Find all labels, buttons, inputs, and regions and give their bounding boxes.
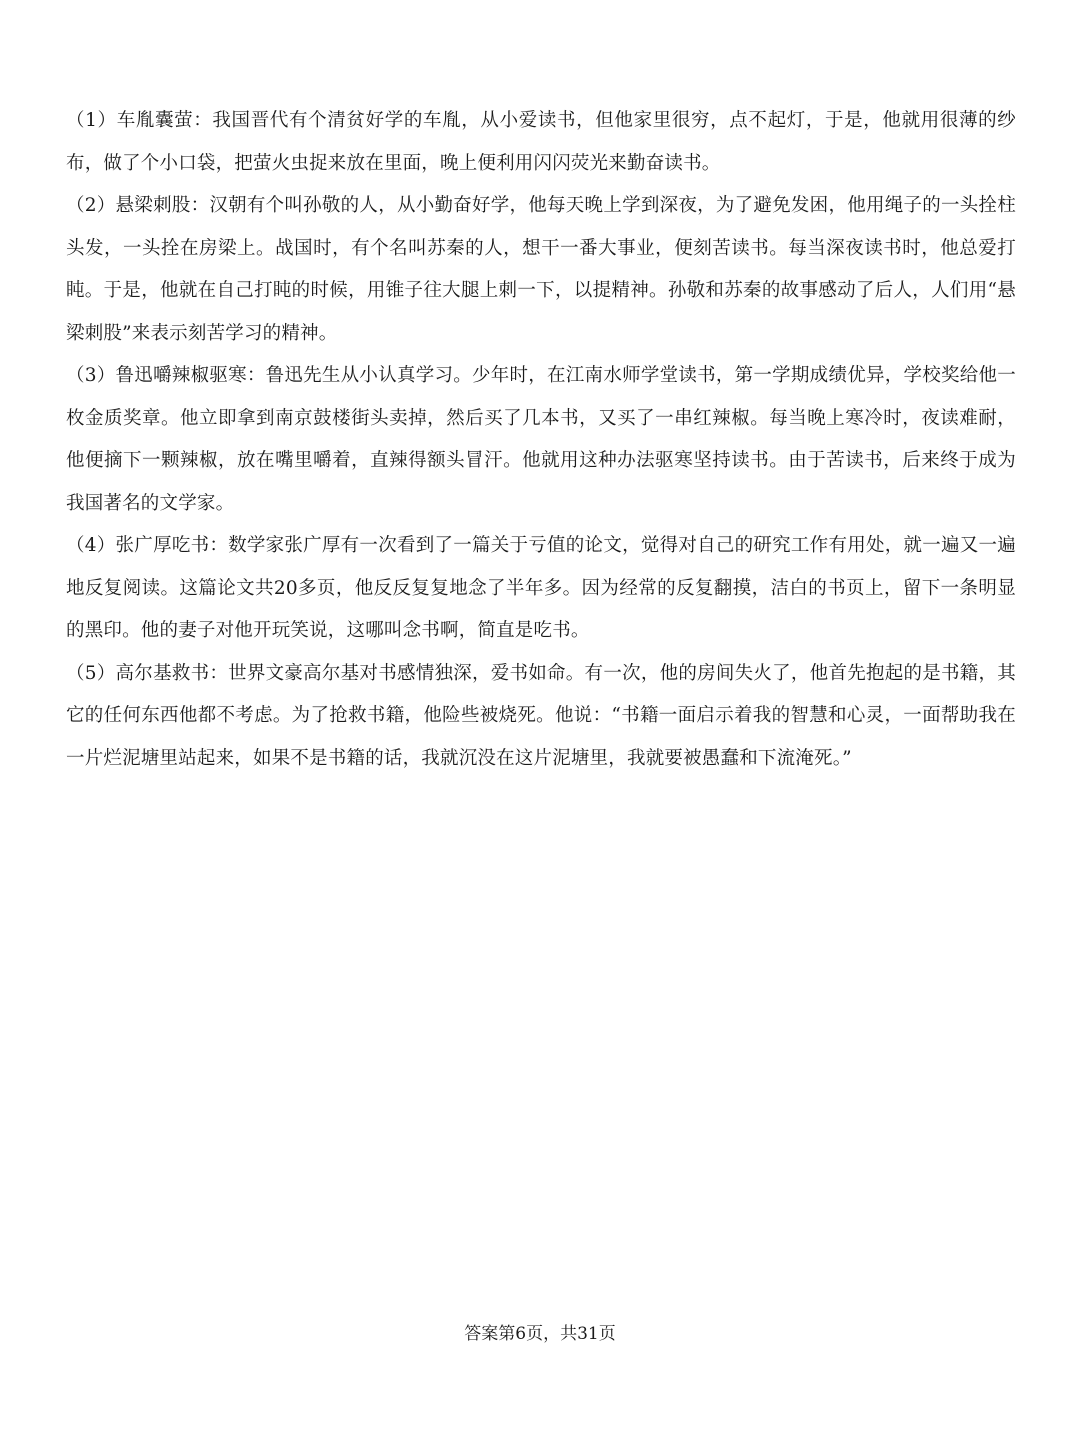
page-footer: 答案第6页，共31页: [464, 1324, 616, 1344]
answer-text-block: [66, 100, 1016, 780]
paragraph-1: （1）车胤囊萤：我国晋代有个清贫好学的车胤，从小爱读书，但他家里很穷，点不起灯，于是，他就用很薄的纱布，做了个小口袋，把萤火虫捉来放在里面，晚上便利用闪闪荧光来勤奋读书。: [66, 110, 1016, 174]
paragraph-2: （2）悬梁刺股：汉朝有个叫孙敬的人，从小勤奋好学，他每天晚上学到深夜，为了避免发困，他用绳子的一头拴柱头发，一头拴在房梁上。战国时，有个名叫苏秦的人，想干一番大事业，便刻苦读书。每当深夜读书时，他总爱打盹。于是，他就在自己打盹的时候，用锥子往大腿上刺一下，以提精神。孙敬和苏秦的故事感动了后人，人们用“悬梁刺股”来表示刻苦学习的精神。: [66, 195, 1016, 344]
paragraph-4: （4）张广厚吃书：数学家张广厚有一次看到了一篇关于亏值的论文，觉得对自己的研究工作有用处，就一遍又一遍地反复阅读。这篇论文共20多页，他反反复复地念了半年多。因为经常的反复翻摸，洁白的书页上，留下一条明显的黑印。他的妻子对他开玩笑说，这哪叫念书啊，简直是吃书。: [66, 535, 1016, 641]
paragraph-5: （5）高尔基救书：世界文豪高尔基对书感情独深，爱书如命。有一次，他的房间失火了，他首先抱起的是书籍，其它的任何东西他都不考虑。为了抢救书籍，他险些被烧死。他说：“书籍一面启示着我的智慧和心灵，一面帮助我在一片烂泥塘里站起来，如果不是书籍的话，我就沉没在这片泥塘里，我就要被愚蠢和下流淹死。”: [66, 662, 1016, 769]
paragraph-3: （3）鲁迅嚼辣椒驱寒：鲁迅先生从小认真学习。少年时，在江南水师学堂读书，第一学期成绩优异，学校奖给他一枚金质奖章。他立即拿到南京鼓楼街头卖掉，然后买了几本书，又买了一串红辣椒。每当晚上寒冷时，夜读难耐，他便摘下一颗辣椒，放在嘴里嚼着，直辣得额头冒汗。他就用这种办法驱寒坚持读书。由于苦读书，后来终于成为我国著名的文学家。: [66, 365, 1016, 514]
